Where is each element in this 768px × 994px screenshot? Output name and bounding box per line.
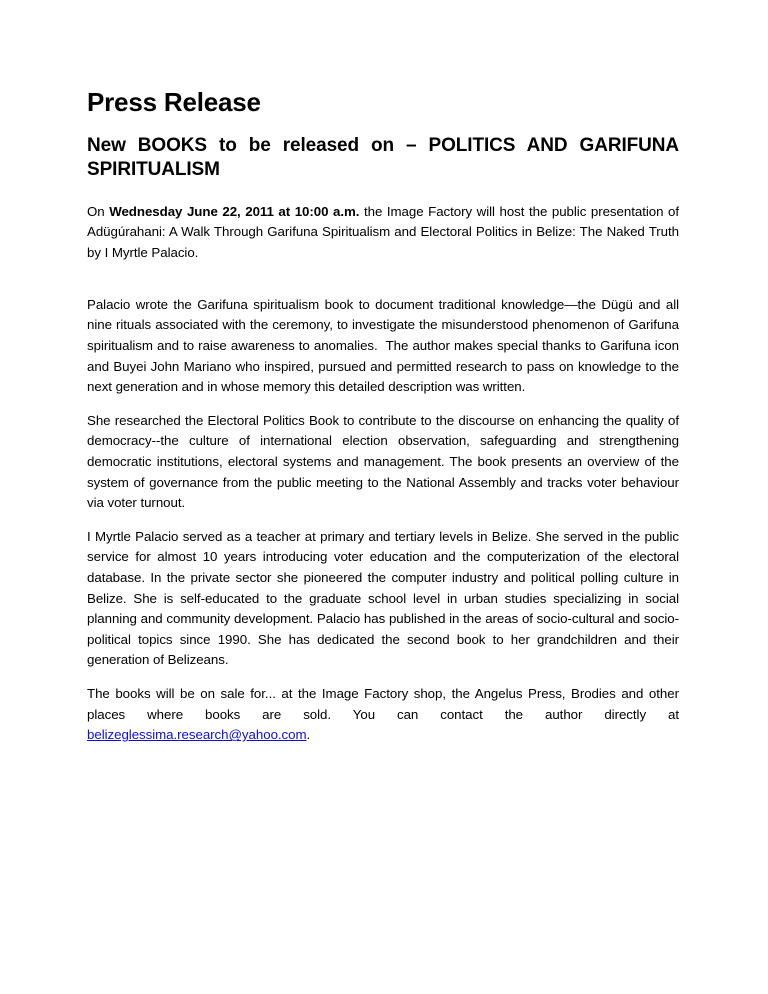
availability-text: The books will be on sale for... at the Image Factory shop, the Angelus Press, Brodies and other places where books are sold. You can contact the author directly at — [87, 686, 683, 722]
event-datetime: Wednesday June 22, 2011 at 10:00 a.m. — [109, 203, 360, 219]
availability-text-end: . — [306, 727, 311, 743]
paragraph-announcement — [87, 202, 683, 264]
page-title: Press Release — [87, 87, 261, 117]
paragraph-availability-contact — [87, 684, 683, 746]
author-email-link[interactable]: belizeglessima.research@yahoo.com — [87, 727, 307, 743]
paragraph-announcement-rest: the Image Factory will host the public presentation of Adügúrahani: A Walk Through Garifuna Spiritualism and Electoral Politics in Belize: The Naked Truth by I Myrtle Palacio. — [87, 203, 683, 261]
page-subtitle: New BOOKS to be released on – POLITICS AND GARIFUNA SPIRITUALISM — [87, 134, 679, 180]
paragraph-author-biography: I Myrtle Palacio served as a teacher at primary and tertiary levels in Belize. She served in the public service for almost 10 years introducing voter education and the computerization of the electoral database. In the private sector she pioneered the computer industry and political polling culture in Belize. She is self-educated to the graduate school level in urban studies specializing in social planning and community development. Palacio has published in the areas of socio-cultural and socio-political topics since 1990. She has dedicated the second book to her grandchildren and their generation of Belizeans. — [87, 528, 683, 668]
paragraph-announcement-lead: On — [87, 203, 110, 219]
paragraph-spiritualism-book: Palacio wrote the Garifuna spiritualism book to document traditional knowledge—the Dügü and all nine rituals associated with the ceremony, to investigate the misunderstood phenomenon of Garifuna spiritualism and to raise awareness to anomalies. The author makes special thanks to Garifuna icon and Buyei John Mariano who inspired, pursued and permitted research to pass on knowledge to the next generation and in whose memory this detailed description was written. — [87, 296, 683, 395]
paragraph-electoral-politics-book: She researched the Electoral Politics Book to contribute to the discourse on enhancing the quality of democracy--the culture of international election observation, safeguarding and strengthening democratic institutions, electoral systems and management. The book presents an overview of the system of governance from the public meeting to the National Assembly and tracks voter behaviour via voter turnout. — [87, 412, 683, 511]
